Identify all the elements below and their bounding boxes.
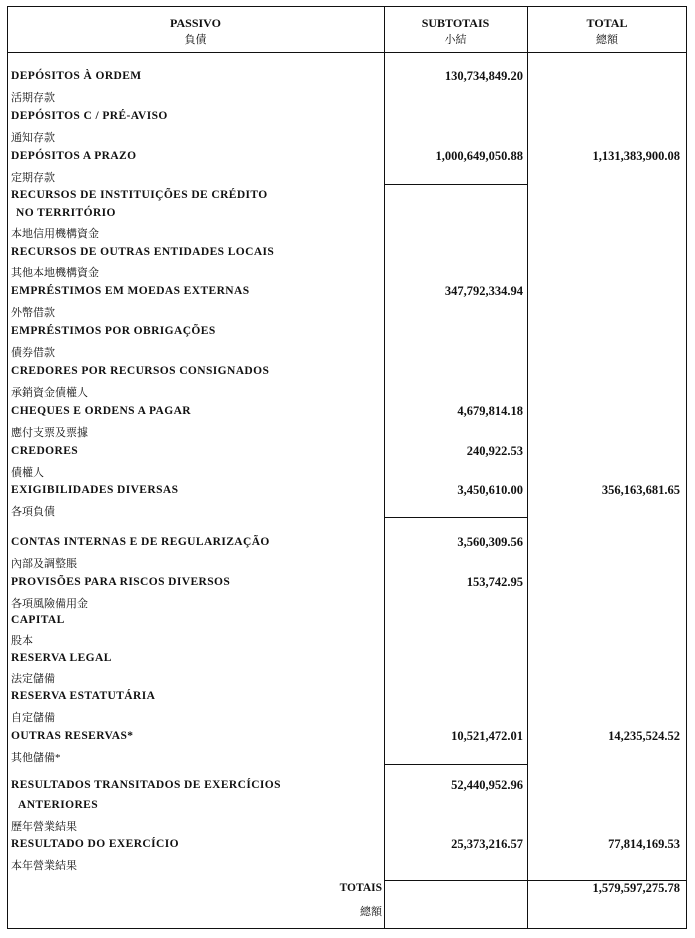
row-label-zh: 通知存款 bbox=[11, 132, 55, 144]
row-label: CAPITAL bbox=[11, 614, 65, 626]
row-label-zh: 股本 bbox=[11, 635, 33, 647]
row-label-zh: 債券借款 bbox=[11, 347, 55, 359]
row-label: RESERVA LEGAL bbox=[11, 652, 112, 664]
totals-label: TOTAIS bbox=[339, 882, 382, 894]
row-label-zh: 債權人 bbox=[11, 467, 44, 479]
row-label-zh: 應付支票及票據 bbox=[11, 427, 88, 439]
row-label-zh: 外幣借款 bbox=[11, 307, 55, 319]
row-label: CREDORES POR RECURSOS CONSIGNADOS bbox=[11, 365, 270, 377]
row-subtotal: 3,450,610.00 bbox=[457, 483, 523, 497]
row-label: DEPÓSITOS C / PRÉ-AVISO bbox=[11, 110, 168, 122]
row-label-zh: 定期存款 bbox=[11, 172, 55, 184]
row-label-zh: 本地信用機構資金 bbox=[11, 228, 99, 240]
totals-label-zh: 總額 bbox=[360, 906, 382, 918]
row-label-zh: 法定儲備 bbox=[11, 673, 55, 685]
row-label-zh: 各項負債 bbox=[11, 506, 55, 518]
row-label: RESERVA ESTATUTÁRIA bbox=[11, 690, 156, 702]
row-label-zh: 內部及調整賬 bbox=[11, 558, 77, 570]
row-label: DEPÓSITOS À ORDEM bbox=[11, 70, 142, 82]
row-subtotal: 10,521,472.01 bbox=[451, 729, 523, 743]
group-divider bbox=[384, 764, 527, 765]
row-total: 14,235,524.52 bbox=[608, 729, 680, 743]
row-label: RESULTADOS TRANSITADOS DE EXERCÍCIOS bbox=[11, 779, 281, 791]
row-subtotal: 4,679,814.18 bbox=[457, 404, 523, 418]
header-subtotais: SUBTOTAIS 小結 bbox=[421, 16, 490, 46]
row-label-zh: 自定儲備 bbox=[11, 712, 55, 724]
row-subtotal: 240,922.53 bbox=[466, 444, 523, 458]
row-label: RESULTADO DO EXERCÍCIO bbox=[11, 838, 179, 850]
row-subtotal: 52,440,952.96 bbox=[451, 778, 523, 792]
row-subtotal: 153,742.95 bbox=[466, 575, 523, 589]
row-label: OUTRAS RESERVAS* bbox=[11, 730, 134, 742]
row-subtotal: 1,000,649,050.88 bbox=[435, 149, 523, 163]
row-label: CREDORES bbox=[11, 445, 79, 457]
row-label-zh: 其他儲備* bbox=[11, 752, 61, 764]
row-label: CONTAS INTERNAS E DE REGULARIZAÇÃO bbox=[11, 536, 270, 548]
totals-value: 1,579,597,275.78 bbox=[592, 881, 680, 895]
group-divider bbox=[384, 517, 527, 518]
row-label: EXIGIBILIDADES DIVERSAS bbox=[11, 484, 179, 496]
row-label-zh: 歷年營業結果 bbox=[11, 821, 77, 833]
row-total: 1,131,383,900.08 bbox=[592, 149, 680, 163]
row-label-zh: 各項風險備用金 bbox=[11, 598, 88, 610]
group-divider bbox=[384, 184, 527, 185]
header-passivo: PASSIVO 負債 bbox=[170, 16, 221, 46]
row-label: RECURSOS DE INSTITUIÇÕES DE CRÉDITO bbox=[11, 189, 268, 201]
header-total: TOTAL 總額 bbox=[586, 16, 628, 46]
row-subtotal: 130,734,849.20 bbox=[444, 69, 523, 83]
row-label: PROVISÕES PARA RISCOS DIVERSOS bbox=[11, 576, 231, 588]
row-label: CHEQUES E ORDENS A PAGAR bbox=[11, 405, 191, 417]
row-label-zh: 其他本地機構資金 bbox=[11, 267, 99, 279]
column-divider-2 bbox=[527, 6, 528, 929]
row-label-zh: 承銷資金債權人 bbox=[11, 387, 88, 399]
row-total: 356,163,681.65 bbox=[601, 483, 680, 497]
row-label: DEPÓSITOS A PRAZO bbox=[11, 150, 137, 162]
row-total: 77,814,169.53 bbox=[608, 837, 680, 851]
row-label: EMPRÉSTIMOS POR OBRIGAÇÕES bbox=[11, 325, 216, 337]
row-label-zh: 本年營業結果 bbox=[11, 860, 77, 872]
row-label-continued: NO TERRITÓRIO bbox=[16, 207, 116, 219]
row-label-continued: ANTERIORES bbox=[18, 799, 99, 811]
row-subtotal: 3,560,309.56 bbox=[457, 535, 523, 549]
row-label-zh: 活期存款 bbox=[11, 92, 55, 104]
header-divider bbox=[7, 52, 687, 53]
column-divider-1 bbox=[384, 6, 385, 929]
row-subtotal: 347,792,334.94 bbox=[444, 284, 523, 298]
row-subtotal: 25,373,216.57 bbox=[451, 837, 523, 851]
row-label: EMPRÉSTIMOS EM MOEDAS EXTERNAS bbox=[11, 285, 250, 297]
row-label: RECURSOS DE OUTRAS ENTIDADES LOCAIS bbox=[11, 246, 275, 258]
